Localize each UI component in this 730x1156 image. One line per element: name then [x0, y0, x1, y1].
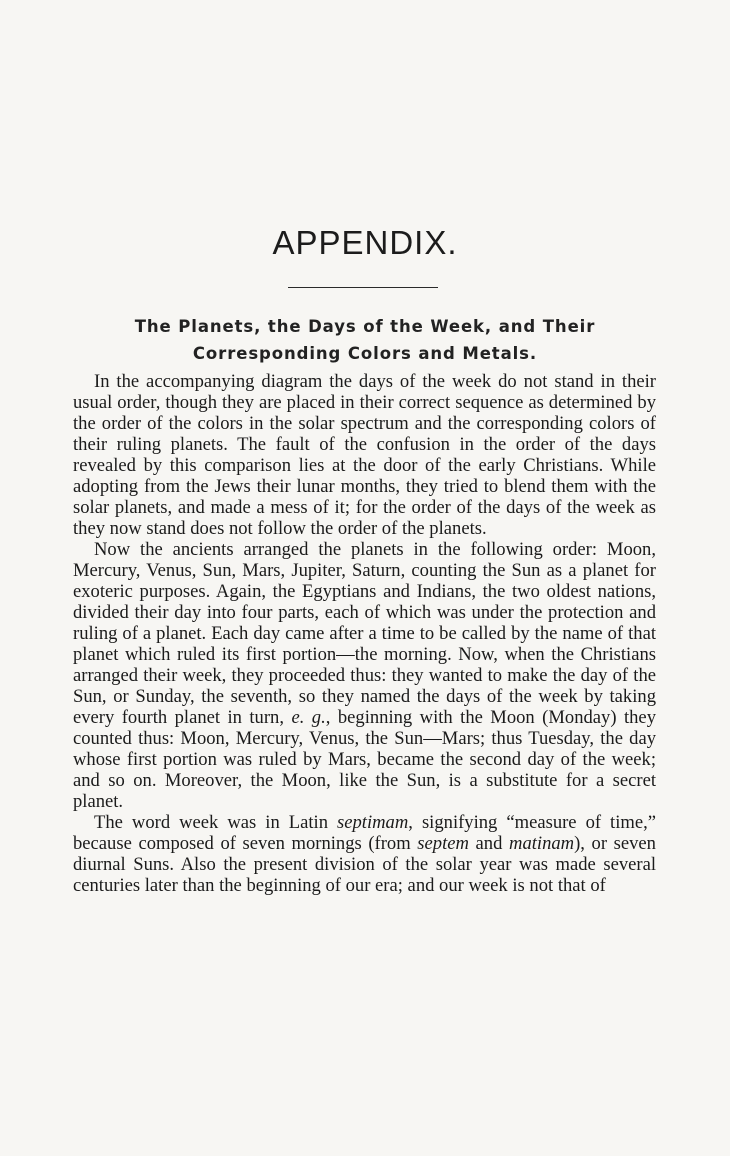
- subtitle-line-2: Corresponding Colors and Metals.: [192, 344, 538, 363]
- paragraph-2-text-b: , beginning with the Moon (Monday) they counted thus: Moon, Mercury, Venus, the Sun—Mars; thus Tuesday, the day whose first portion was ruled by Mars, became the second day of the week; and so on. Moreover, the Moon, like the Sun, is a substitute for a secret planet.: [73, 707, 656, 812]
- title-divider: [288, 287, 438, 288]
- paragraph-3-text-a: The word week was in Latin: [94, 812, 328, 833]
- paragraph-3-text-b: , signifying “measure of time,” because composed of seven mornings (from: [73, 812, 657, 854]
- body-text: [73, 371, 656, 896]
- paragraph-3-septem: septem: [417, 833, 469, 854]
- subtitle-line-1: The Planets, the Days of the Week, and Their: [134, 317, 596, 336]
- paragraph-2-text-a: Now the ancients arranged the planets in the following order: Moon, Mercury, Venus, Sun, Mars, Jupiter, Saturn, counting the Sun as a planet for exoteric purposes. Again, the Egyptians and Indians, the two oldest nations, divided their day into four parts, each of which was under the protection and ruling of a planet. Each day came after a time to be called by the name of that planet which ruled its first portion—the morning. Now, when the Christians arranged their week, they proceeded thus: they wanted to make the day of the Sun, or Sunday, the seventh, so they named the days of the week by taking every fourth planet in turn,: [73, 539, 656, 728]
- paragraph-2: [73, 539, 656, 812]
- paragraph-3-and: and: [475, 833, 503, 854]
- section-subtitle: [60, 313, 670, 367]
- paragraph-3-text-c: ), or seven diurnal Suns. Also the present division of the solar year was made several centuries later than the beginning of our era; and our week is not that of: [73, 833, 656, 896]
- paragraph-3-matinam: matinam: [509, 833, 575, 854]
- page-title: APPENDIX.: [272, 224, 458, 261]
- paragraph-3: [73, 812, 656, 896]
- paragraph-1: In the accompanying diagram the days of the week do not stand in their usual order, though they are placed in their correct sequence as determined by the order of the colors in the solar spectrum and the corresponding colors of their ruling planets. The fault of the confusion in the order of the days revealed by this comparison lies at the door of the early Christians. While adopting from the Jews their lunar months, they tried to blend them with the solar planets, and made a mess of it; for the order of the days of the week as they now stand does not follow the order of the planets.: [73, 371, 656, 539]
- paragraph-3-septimam: septimam: [337, 812, 409, 833]
- paragraph-2-eg: e. g.: [291, 707, 326, 728]
